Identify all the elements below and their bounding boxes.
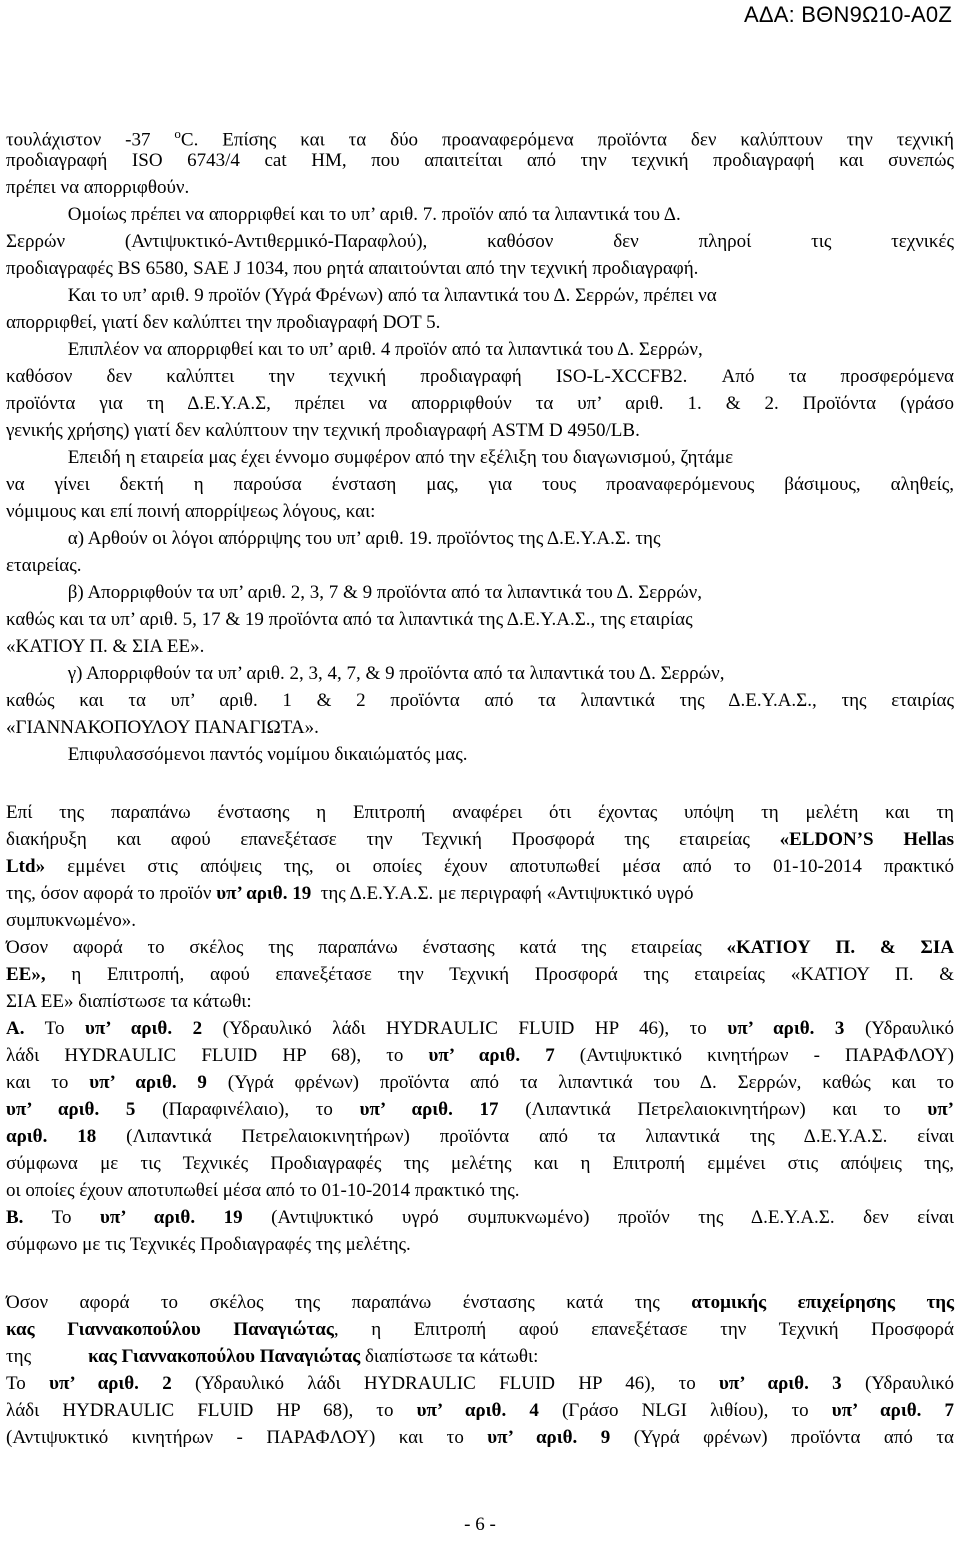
text-line: της κας Γιαννακοπούλου Παναγιώτας διαπίστωσε τα κάτωθι: bbox=[6, 1346, 539, 1367]
text-line: καθόσον δεν καλύπτει την τεχνική προδιαγραφή ISO-L-XCCFB2. Από τα προσφερόμενα bbox=[6, 366, 954, 387]
text-line: κας Γιαννακοπούλου Παναγιώτας, η Επιτροπή αφού επανεξέτασε την Τεχνική Προσφορά bbox=[6, 1319, 954, 1340]
text-line: «ΚΑΤΙΟΥ Π. & ΣΙΑ ΕΕ». bbox=[6, 636, 205, 657]
text-line: οι οποίες έχουν αποτυπωθεί μέσα από το 01-10-2014 πρακτικό της. bbox=[6, 1180, 520, 1201]
text-line: της, όσον αφορά το προϊόν υπ’ αριθ. 19 της Δ.Ε.Υ.Α.Σ. με περιγραφή «Αντιψυκτικό υγρό bbox=[6, 883, 694, 904]
text-line: ΣΙΑ ΕΕ» διαπίστωσε τα κάτωθι: bbox=[6, 991, 252, 1012]
text-line: νόμιμους και επί ποινή απορρίψεως λόγους, και: bbox=[6, 501, 376, 522]
text-line: προϊόντα για τη Δ.Ε.Υ.Α.Σ, πρέπει να απορριφθούν τα υπ’ αριθ. 1. & 2. Προϊόντα (γράσο bbox=[6, 393, 954, 414]
text-line: «ΓΙΑΝΝΑΚΟΠΟΥΛΟΥ ΠΑΝΑΓΙΩΤΑ». bbox=[6, 717, 319, 738]
text-line: λάδι HYDRAULIC FLUID HP 68), το υπ’ αριθ. 7 (Αντιψυκτικό κινητήρων - ΠΑΡΑΦΛΟΥ) bbox=[6, 1045, 954, 1066]
text-line: Σερρών (Αντιψυκτικό-Αντιθερμικό-Παραφλού), καθόσον δεν πληροί τις τεχνικές bbox=[6, 231, 954, 252]
text-line: Α. Το υπ’ αριθ. 2 (Υδραυλικό λάδι HYDRAULIC FLUID HP 46), το υπ’ αριθ. 3 (Υδραυλικό bbox=[6, 1018, 954, 1039]
text-line: Το υπ’ αριθ. 2 (Υδραυλικό λάδι HYDRAULIC FLUID HP 46), το υπ’ αριθ. 3 (Υδραυλικό bbox=[6, 1373, 954, 1394]
text-line: α) Αρθούν οι λόγοι απόρριψης του υπ’ αριθ. 19. προϊόντος της Δ.Ε.Υ.Α.Σ. της bbox=[6, 528, 661, 549]
text-line: σύμφωνο με τις Τεχνικές Προδιαγραφές της μελέτης. bbox=[6, 1234, 411, 1255]
text-line: καθώς και τα υπ’ αριθ. 5, 17 & 19 προϊόντα από τα λιπαντικά της Δ.Ε.Υ.Α.Σ., της εταιρίας bbox=[6, 609, 693, 630]
text-line: (Αντιψυκτικό κινητήρων - ΠΑΡΑΦΛΟΥ) και το υπ’ αριθ. 9 (Υγρά φρένων) προϊόντα από τα bbox=[6, 1427, 954, 1448]
text-line: Επιφυλασσόμενοι παντός νομίμου δικαιώματός μας. bbox=[6, 744, 468, 765]
text-line: πρέπει να απορριφθούν. bbox=[6, 177, 190, 198]
text-line: προδιαγραφή ISO 6743/4 cat HM, που απαιτείται από την τεχνική προδιαγραφή και συνεπώς bbox=[6, 150, 954, 171]
text-line: λάδι HYDRAULIC FLUID HP 68), το υπ’ αριθ. 4 (Γράσο NLGI λιθίου), το υπ’ αριθ. 7 bbox=[6, 1400, 954, 1421]
text-line: Όσον αφορά το σκέλος της παραπάνω ένστασης κατά της ατομικής επιχείρησης της bbox=[6, 1292, 955, 1313]
text-line: γενικής χρήσης) γιατί δεν καλύπτουν την τεχνική προδιαγραφή ASTM D 4950/LB. bbox=[6, 420, 640, 441]
text-line: Επί της παραπάνω ένστασης η Επιτροπή αναφέρει ότι έχοντας υπόψη τη μελέτη και τη bbox=[6, 802, 954, 823]
text-line: αριθ. 18 (Λιπαντικά Πετρελαιοκινητήρων) προϊόντα από τα λιπαντικά της Δ.Ε.Υ.Α.Σ. είναι bbox=[6, 1126, 954, 1147]
text-line: απορριφθεί, γιατί δεν καλύπτει την προδιαγραφή DOT 5. bbox=[6, 312, 441, 333]
text-line: καθώς και τα υπ’ αριθ. 1 & 2 προϊόντα από τα λιπαντικά της Δ.Ε.Υ.Α.Σ., της εταιρίας bbox=[6, 690, 954, 711]
text-line: σύμφωνα με τις Τεχνικές Προδιαγραφές της μελέτης και η Επιτροπή εμμένει στις απόψεις της, bbox=[6, 1153, 954, 1174]
text-line: διακήρυξη και αφού επανεξέτασε την Τεχνική Προσφορά της εταιρείας «ELDON’S Hellas bbox=[6, 829, 954, 850]
text-line: Β. Το υπ’ αριθ. 19 (Αντιψυκτικό υγρό συμπυκνωμένο) προϊόν της Δ.Ε.Υ.Α.Σ. δεν είναι bbox=[6, 1207, 954, 1228]
text-line: Ομοίως πρέπει να απορριφθεί και το υπ’ αριθ. 7. προϊόν από τα λιπαντικά του Δ. bbox=[6, 204, 681, 225]
text-line: προδιαγραφές BS 6580, SAE J 1034, που ρητά απαιτούνται από την τεχνική προδιαγραφή. bbox=[6, 258, 699, 279]
text-line: Επιπλέον να απορριφθεί και το υπ’ αριθ. 4 προϊόν από τα λιπαντικά του Δ. Σερρών, bbox=[6, 339, 703, 360]
text-line: εταιρείας. bbox=[6, 555, 82, 576]
text-line: Ltd» εμμένει στις απόψεις της, οι οποίες έχουν αποτυπωθεί μέσα από το 01-10-2014 πρακτικό bbox=[6, 856, 954, 877]
text-line: υπ’ αριθ. 5 (Παραφινέλαιο), το υπ’ αριθ. 17 (Λιπαντικά Πετρελαιοκινητήρων) και το υπ’ bbox=[6, 1099, 954, 1120]
ada-code: ΑΔΑ: ΒΘΝ9Ω10-Α0Ζ bbox=[744, 2, 952, 27]
text-line: Επειδή η εταιρεία μας έχει έννομο συμφέρον από την εξέλιξη του διαγωνισμού, ζητάμε bbox=[6, 447, 734, 468]
text-line: συμπυκνωμένο». bbox=[6, 910, 137, 931]
text-line: γ) Απορριφθούν τα υπ’ αριθ. 2, 3, 4, 7, & 9 προϊόντα από τα λιπαντικά του Δ. Σερρών, bbox=[6, 663, 725, 684]
text-line: Όσον αφορά το σκέλος της παραπάνω ένστασης κατά της εταιρείας «ΚΑΤΙΟΥ Π. & ΣΙΑ bbox=[6, 937, 955, 958]
text-line: και το υπ’ αριθ. 9 (Υγρά φρένων) προϊόντα από τα λιπαντικά του Δ. Σερρών, καθώς και το bbox=[6, 1072, 954, 1093]
text-line: β) Απορριφθούν τα υπ’ αριθ. 2, 3, 7 & 9 προϊόντα από τα λιπαντικά του Δ. Σερρών, bbox=[6, 582, 702, 603]
text-line: Και το υπ’ αριθ. 9 προϊόν (Υγρά Φρένων) από τα λιπαντικά του Δ. Σερρών, πρέπει να bbox=[6, 285, 717, 306]
text-line: τουλάχιστον -37 $^o$C. Επίσης και τα δύο προαναφερόμενα προϊόντα δεν καλύπτουν την τεχνική bbox=[6, 126, 954, 151]
text-line: ΕΕ», η Επιτροπή, αφού επανεξέτασε την Τεχνική Προσφορά της εταιρείας «ΚΑΤΙΟΥ Π. & bbox=[6, 964, 954, 985]
text-line: να γίνει δεκτή η παρούσα ένσταση μας, για τους προαναφερόμενους βάσιμους, αληθείς, bbox=[6, 474, 954, 495]
page-number: - 6 - bbox=[464, 1514, 496, 1535]
